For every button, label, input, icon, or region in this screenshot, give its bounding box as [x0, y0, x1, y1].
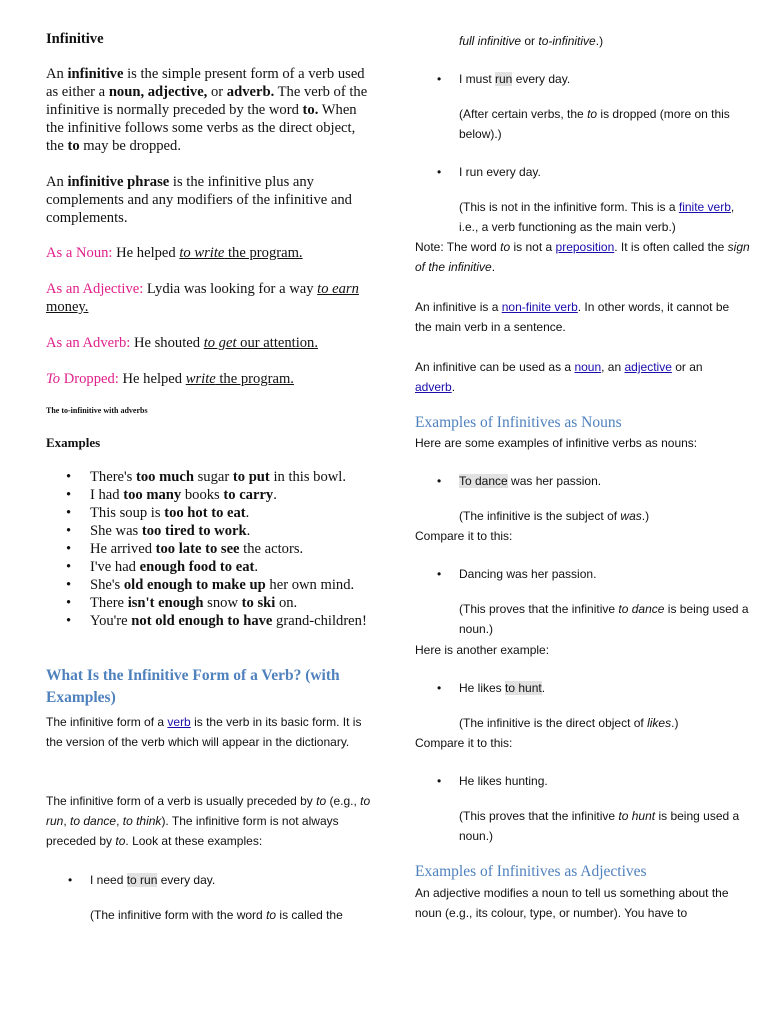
text-run: I had: [90, 487, 124, 503]
text-run: too tired to work: [141, 523, 247, 539]
hunting-note: [459, 806, 749, 846]
must-bullet-list: [415, 69, 745, 89]
list-item: [46, 870, 376, 890]
text-run: was: [620, 509, 642, 523]
text-run: full infinitive: [459, 34, 522, 48]
hunt-note: [459, 713, 749, 733]
dancing-note: [459, 599, 749, 639]
inline-link[interactable]: preposition: [555, 240, 615, 254]
text-run: the program.: [215, 371, 294, 387]
text-run: adverb.: [226, 84, 275, 100]
hunting-bullet-list: [415, 771, 745, 791]
compare-line-2: [415, 733, 512, 753]
text-run: snow: [203, 595, 242, 611]
inline-link[interactable]: non-finite verb: [501, 300, 578, 314]
text-run: likes: [647, 716, 672, 730]
inline-link[interactable]: adverb: [415, 380, 452, 394]
adverb-examples-list: [46, 468, 376, 630]
text-run: too many: [123, 487, 182, 503]
text-run: every day.: [512, 72, 571, 86]
text-run: (This is not in the infinitive form. This is a: [459, 200, 679, 214]
text-run: old enough to make up: [123, 577, 266, 593]
text-run: isn't enough: [127, 595, 204, 611]
text-run: the actors.: [239, 541, 304, 557]
text-run: is being used a noun.): [459, 602, 749, 636]
text-run: to: [316, 794, 327, 808]
doc-title: Infinitive: [46, 31, 104, 47]
nouns-heading: Examples of Infinitives as Nouns: [415, 414, 622, 431]
list-item: [415, 69, 745, 89]
text-run: An infinitive is a: [415, 300, 502, 314]
text-run: He likes: [459, 681, 506, 695]
text-run: is the simple present form of a verb used as either a: [46, 66, 365, 100]
text-run: An infinitive can be used as a: [415, 360, 575, 374]
text-run: (The infinitive is the direct object of: [459, 716, 648, 730]
text-run: As a Noun:: [46, 245, 113, 261]
text-run: too much: [135, 469, 194, 485]
text-run: .: [541, 681, 546, 695]
text-run: .: [246, 523, 251, 539]
list-item: [415, 771, 745, 791]
dance-note: [459, 506, 749, 526]
text-run: is the infinitive plus any complements and any modifiers of the infinitive and complements.: [46, 174, 352, 226]
text-run: to-infinitive: [538, 34, 596, 48]
list-item: [46, 540, 376, 558]
list-item: [46, 594, 376, 612]
noun-example: [46, 244, 376, 262]
text-run: (The infinitive form with the word: [90, 908, 267, 922]
text-run: to: [115, 834, 126, 848]
list-item: [46, 576, 376, 594]
used-as-paragraph: [415, 357, 745, 397]
inline-link[interactable]: finite verb: [678, 200, 731, 214]
run-note: [459, 197, 749, 237]
continued-line: [459, 31, 603, 51]
text-run: (e.g.,: [326, 794, 361, 808]
text-run: is called the: [276, 908, 343, 922]
text-run: noun, adjective,: [108, 84, 208, 100]
adjectives-heading: Examples of Infinitives as Adjectives: [415, 863, 647, 880]
text-run: not old enough to have: [131, 613, 273, 629]
text-run: .): [595, 34, 604, 48]
text-run: Compare it to this:: [415, 736, 513, 750]
text-run: to: [587, 107, 598, 121]
list-item: [415, 471, 745, 491]
text-run: too late to see: [155, 541, 240, 557]
small-heading: The to-infinitive with adverbs: [46, 406, 148, 415]
text-run: or an: [671, 360, 703, 374]
text-run: There: [90, 595, 128, 611]
text-run: When the infinitive follows some verbs as the direct object, the: [46, 102, 357, 154]
text-run: books: [181, 487, 224, 503]
text-run: every day.: [157, 873, 216, 887]
adverb-example: [46, 334, 376, 352]
text-run: to run: [126, 873, 158, 887]
text-run: .: [451, 380, 456, 394]
text-run: is the verb in its basic form. It is the version of the verb which will appear in the dictionary.: [46, 715, 362, 749]
text-run: The infinitive form of a: [46, 715, 168, 729]
text-run: To dance: [459, 474, 508, 488]
list-item: [46, 504, 376, 522]
text-run: I run every day.: [459, 165, 541, 179]
text-run: sugar: [193, 469, 233, 485]
list-item: [46, 558, 376, 576]
section-heading: What Is the Infinitive Form of a Verb? (with Examples): [46, 667, 340, 706]
text-run: .: [254, 559, 259, 575]
hunt-bullet-list: [415, 678, 745, 698]
list-item: [46, 612, 376, 630]
need-note: [90, 905, 380, 925]
text-run: our attention.: [236, 335, 318, 351]
text-run: infinitive: [67, 66, 124, 82]
must-note: [459, 104, 744, 144]
text-run: to put: [232, 469, 270, 485]
nouns-intro: [415, 433, 745, 453]
text-run: An adjective modifies a noun to tell us something about the noun (e.g., its colour, type, or number). You have to: [415, 886, 729, 920]
list-item: [46, 486, 376, 504]
text-run: Dancing was her passion.: [459, 567, 597, 581]
text-run: write: [185, 371, 216, 387]
another-example-line: [415, 640, 549, 660]
text-run: .: [245, 505, 250, 521]
text-run: He helped: [112, 245, 180, 261]
text-run: . Look at these examples:: [125, 834, 263, 848]
inline-link[interactable]: verb: [167, 715, 191, 729]
text-run: or: [207, 84, 227, 100]
text-run: Compare it to this:: [415, 529, 513, 543]
text-run: ,: [63, 814, 71, 828]
text-run: Note: The word: [415, 240, 501, 254]
text-run: .): [671, 716, 679, 730]
text-run: to think: [122, 814, 162, 828]
text-run: too hot to eat: [164, 505, 246, 521]
dropped-example: [46, 370, 376, 388]
text-run: , an: [601, 360, 625, 374]
adjectives-intro: [415, 883, 745, 923]
text-run: to dance: [70, 814, 117, 828]
text-run: He shouted: [130, 335, 204, 351]
text-run: .: [491, 260, 496, 274]
text-run: There's: [90, 469, 136, 485]
inline-link[interactable]: noun: [574, 360, 602, 374]
infinitive-form-paragraph: [46, 712, 374, 752]
text-run: was her passion.: [507, 474, 602, 488]
text-run: He arrived: [90, 541, 156, 557]
text-run: An: [46, 66, 68, 82]
definition-paragraph: [46, 65, 371, 155]
text-run: The infinitive form of a verb is usually preceded by: [46, 794, 317, 808]
text-run: grand-children!: [272, 613, 367, 629]
need-bullet-list: [46, 870, 376, 890]
text-run: Here are some examples of infinitive verbs as nouns:: [415, 436, 698, 450]
text-run: . In other words, it cannot be the main verb in a sentence.: [415, 300, 730, 334]
text-run: I must: [459, 72, 496, 86]
text-run: her own mind.: [265, 577, 355, 593]
list-item: [46, 522, 376, 540]
text-run: enough food to eat: [139, 559, 255, 575]
text-run: is being used a noun.): [459, 809, 740, 843]
adjective-example: [46, 280, 376, 316]
text-run: (The infinitive is the subject of: [459, 509, 621, 523]
text-run: is not a: [510, 240, 556, 254]
text-run: is dropped (more on this below).): [459, 107, 730, 141]
text-run: to: [67, 138, 80, 154]
text-run: to: [266, 908, 277, 922]
text-run: The verb of the infinitive is normally preceded by the word: [46, 84, 368, 118]
text-run: to ski: [241, 595, 276, 611]
list-item: [415, 564, 745, 584]
examples-label: Examples: [46, 435, 101, 450]
text-run: This soup is: [90, 505, 165, 521]
text-run: sign of the infinitive: [415, 240, 750, 274]
text-run: She's: [90, 577, 124, 593]
text-run: He likes hunting.: [459, 774, 548, 788]
preceded-by-paragraph: [46, 791, 374, 851]
text-run: to carry: [223, 487, 274, 503]
text-run: run: [495, 72, 513, 86]
infinitive-phrase-paragraph: [46, 173, 371, 227]
dance-bullet-list: [415, 471, 745, 491]
list-item: [46, 468, 376, 486]
text-run: to write: [179, 245, 225, 261]
text-run: the program.: [224, 245, 303, 261]
text-run: ). The infinitive form is not always preceded by: [46, 814, 339, 848]
text-run: To: [46, 371, 61, 387]
text-run: to.: [302, 102, 319, 118]
text-run: , i.e., a verb functioning as the main verb.): [459, 200, 735, 234]
text-run: to hunt: [618, 809, 656, 823]
text-run: .): [641, 509, 650, 523]
text-run: Dropped:: [60, 371, 119, 387]
text-run: or: [521, 34, 539, 48]
text-run: to earn: [317, 281, 359, 297]
text-run: She was: [90, 523, 142, 539]
text-run: to: [500, 240, 511, 254]
text-run: As an Adverb:: [46, 335, 131, 351]
preposition-note: [415, 237, 750, 277]
text-run: infinitive phrase: [67, 174, 170, 190]
text-run: Here is another example:: [415, 643, 550, 657]
inline-link[interactable]: adjective: [624, 360, 672, 374]
text-run: (This proves that the infinitive: [459, 809, 619, 823]
run-bullet-list: [415, 162, 745, 182]
text-run: ,: [116, 814, 123, 828]
non-finite-paragraph: [415, 297, 745, 337]
text-run: to hunt: [505, 681, 542, 695]
text-run: Lydia was looking for a way: [143, 281, 318, 297]
text-run: money.: [46, 299, 89, 315]
text-run: (After certain verbs, the: [459, 107, 588, 121]
text-run: .: [273, 487, 277, 503]
list-item: [415, 678, 745, 698]
text-run: may be dropped.: [79, 138, 181, 154]
text-run: to get: [203, 335, 237, 351]
text-run: I've had: [90, 559, 140, 575]
dancing-bullet-list: [415, 564, 745, 584]
text-run: I need: [90, 873, 127, 887]
text-run: As an Adjective:: [46, 281, 144, 297]
list-item: [415, 162, 745, 182]
text-run: to dance: [618, 602, 665, 616]
text-run: You're: [90, 613, 132, 629]
text-run: in this bowl.: [269, 469, 347, 485]
compare-line-1: [415, 526, 512, 546]
text-run: (This proves that the infinitive: [459, 602, 619, 616]
text-run: An: [46, 174, 68, 190]
text-run: to run: [46, 794, 371, 828]
text-run: . It is often called the: [614, 240, 728, 254]
text-run: He helped: [118, 371, 186, 387]
text-run: on.: [275, 595, 298, 611]
